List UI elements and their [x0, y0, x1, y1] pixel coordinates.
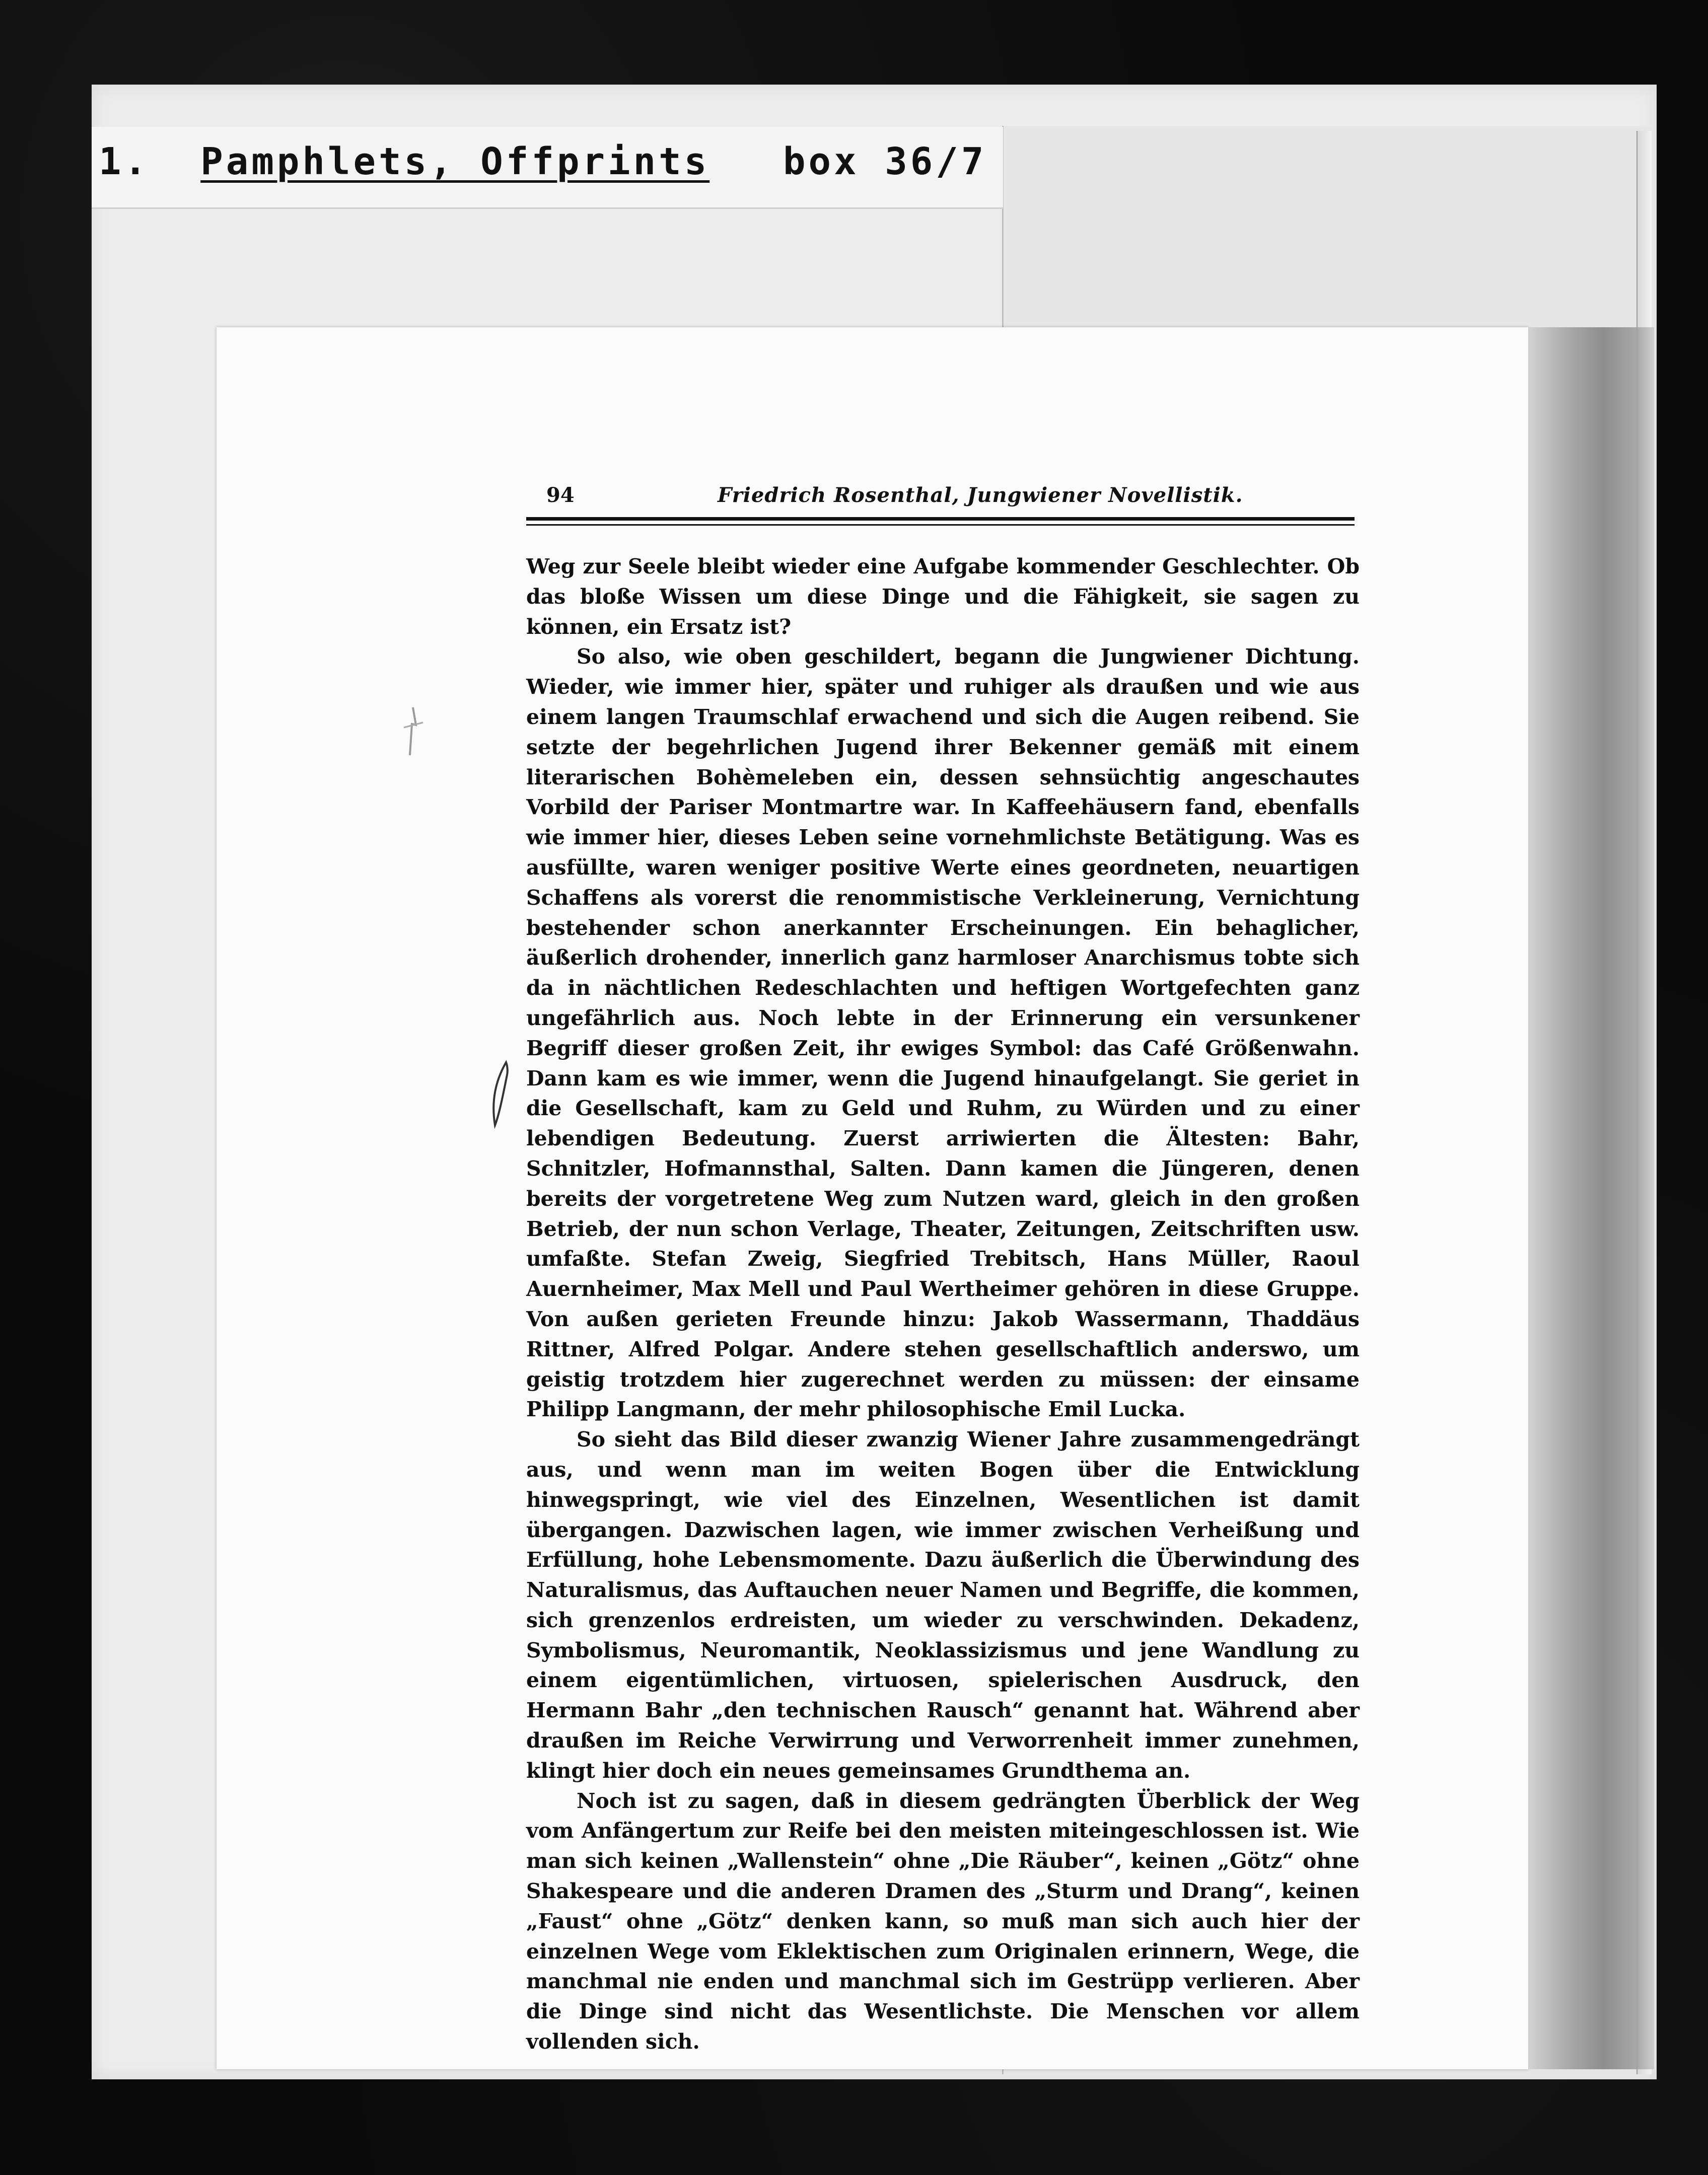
header-title: Friedrich Rosenthal, Jungwiener Novellistik. [718, 483, 1243, 507]
page-shadow [1528, 327, 1654, 2069]
archive-label [99, 140, 709, 183]
page-number: 94 [546, 483, 575, 507]
pencil-tick-icon [398, 705, 428, 760]
archive-box-number: box 36/7 [783, 140, 987, 183]
running-header [526, 483, 1355, 514]
header-rule-thin [526, 524, 1355, 526]
paragraph-4: Noch ist zu sagen, daß in diesem gedrängten Überblick der Weg vom Anfängertum zur Reife bei den meisten miteingeschlossen ist. Wie man sich keinen „Wallenstein“ ohne „Die Räuber“, keinen „Götz“ ohne Shakespeare und die anderen Dramen des „Sturm und Drang“, keinen „Faust“ ohne „Götz“ denken kann, so muß man sich auch hier der einzelnen Wege vom Eklektischen zum Originalen erinnern, Wege, die manchmal nie enden und manchmal sich im Gestrüpp verlieren. Aber die Dinge sind nicht das Wesentlichste. Die Menschen vor allem vollenden sich. [526, 1788, 1360, 2054]
archive-label-series: Pamphlets, Offprints [200, 140, 710, 183]
article-body [526, 552, 1360, 2057]
pencil-margin-mark-icon [486, 1060, 516, 1130]
archive-label-number: 1. [99, 140, 150, 183]
paragraph-3: So sieht das Bild dieser zwanzig Wiener Jahre zusammengedrängt aus, und wenn man im weiten Bogen über die Entwicklung hinwegspringt, wie viel des Einzelnen, Wesentlichen ist damit übergangen. Dazwischen lagen, wie immer zwischen Verheißung und Erfüllung, hohe Lebensmomente. Dazu äußerlich die Überwindung des Naturalismus, das Auftauchen neuer Namen und Begriffe, die kommen, sich grenzenlos erdreisten, um wieder zu verschwinden. Dekadenz, Symbolismus, Neuromantik, Neoklassizismus und jene Wandlung zu einem eigentümlichen, virtuosen, spielerischen Ausdruck, den Hermann Bahr „den technischen Rausch“ genannt hat. Während aber draußen im Reiche Verwirrung und Verworrenheit immer zunehmen, klingt hier doch ein neues gemeinsames Grundthema an. [526, 1427, 1360, 1783]
paragraph-2: So also, wie oben geschildert, begann die Jungwiener Dichtung. Wieder, wie immer hier, später und ruhiger als draußen und wie aus einem langen Traumschlaf erwachend und sich die Augen reibend. Sie setzte der begehrlichen Jugend ihrer Bekenner gemäß mit einem literarischen Bohèmeleben ein, dessen sehnsüchtig angeschautes Vorbild der Pariser Montmartre war. In Kaffeehäusern fand, ebenfalls wie immer hier, dieses Leben seine vornehmlichste Betätigung. Was es ausfüllte, waren weniger positive Werte eines geordneten, neuartigen Schaffens als vorerst die renommistische Verkleinerung, Vernichtung bestehender schon anerkannter Erscheinungen. Ein behaglicher, äußerlich drohender, innerlich ganz harmloser Anarchismus tobte sich da in nächtlichen Redeschlachten und heftigen Wortgefechten ganz ungefährlich aus. Noch lebte in der Erinnerung ein versunkener Begriff dieser großen Zeit, ihr ewiges Symbol: das Café Größenwahn. Dann kam es wie immer, wenn die Jugend hinaufgelangt. Sie geriet in die Gesellschaft, kam zu Geld und Ruhm, zu Würden und zu einer lebendigen Bedeutung. Zuerst arriwierten die Ältesten: Bahr, Schnitzler, Hofmannsthal, Salten. Dann kamen die Jüngeren, denen bereits der vorgetretene Weg zum Nutzen ward, gleich in den großen Betrieb, der nun schon Verlage, Theater, Zeitungen, Zeitschriften usw. umfaßte. Stefan Zweig, Siegfried Trebitsch, Hans Müller, Raoul Auernheimer, Max Mell und Paul Wertheimer gehören in diese Gruppe. Von außen gerieten Freunde hinzu: Jakob Wassermann, Thaddäus Rittner, Alfred Polgar. Andere stehen gesellschaftlich anderswo, um geistig trotzdem hier zugerechnet werden zu müssen: der einsame Philipp Langmann, der mehr philosophische Emil Lucka. [526, 644, 1360, 1422]
paragraph-1: Weg zur Seele bleibt wieder eine Aufgabe kommender Geschlechter. Ob das bloße Wissen um diese Dinge und die Fähigkeit, sie sagen zu können, ein Ersatz ist? [526, 554, 1360, 639]
header-rule-thick [526, 517, 1355, 521]
